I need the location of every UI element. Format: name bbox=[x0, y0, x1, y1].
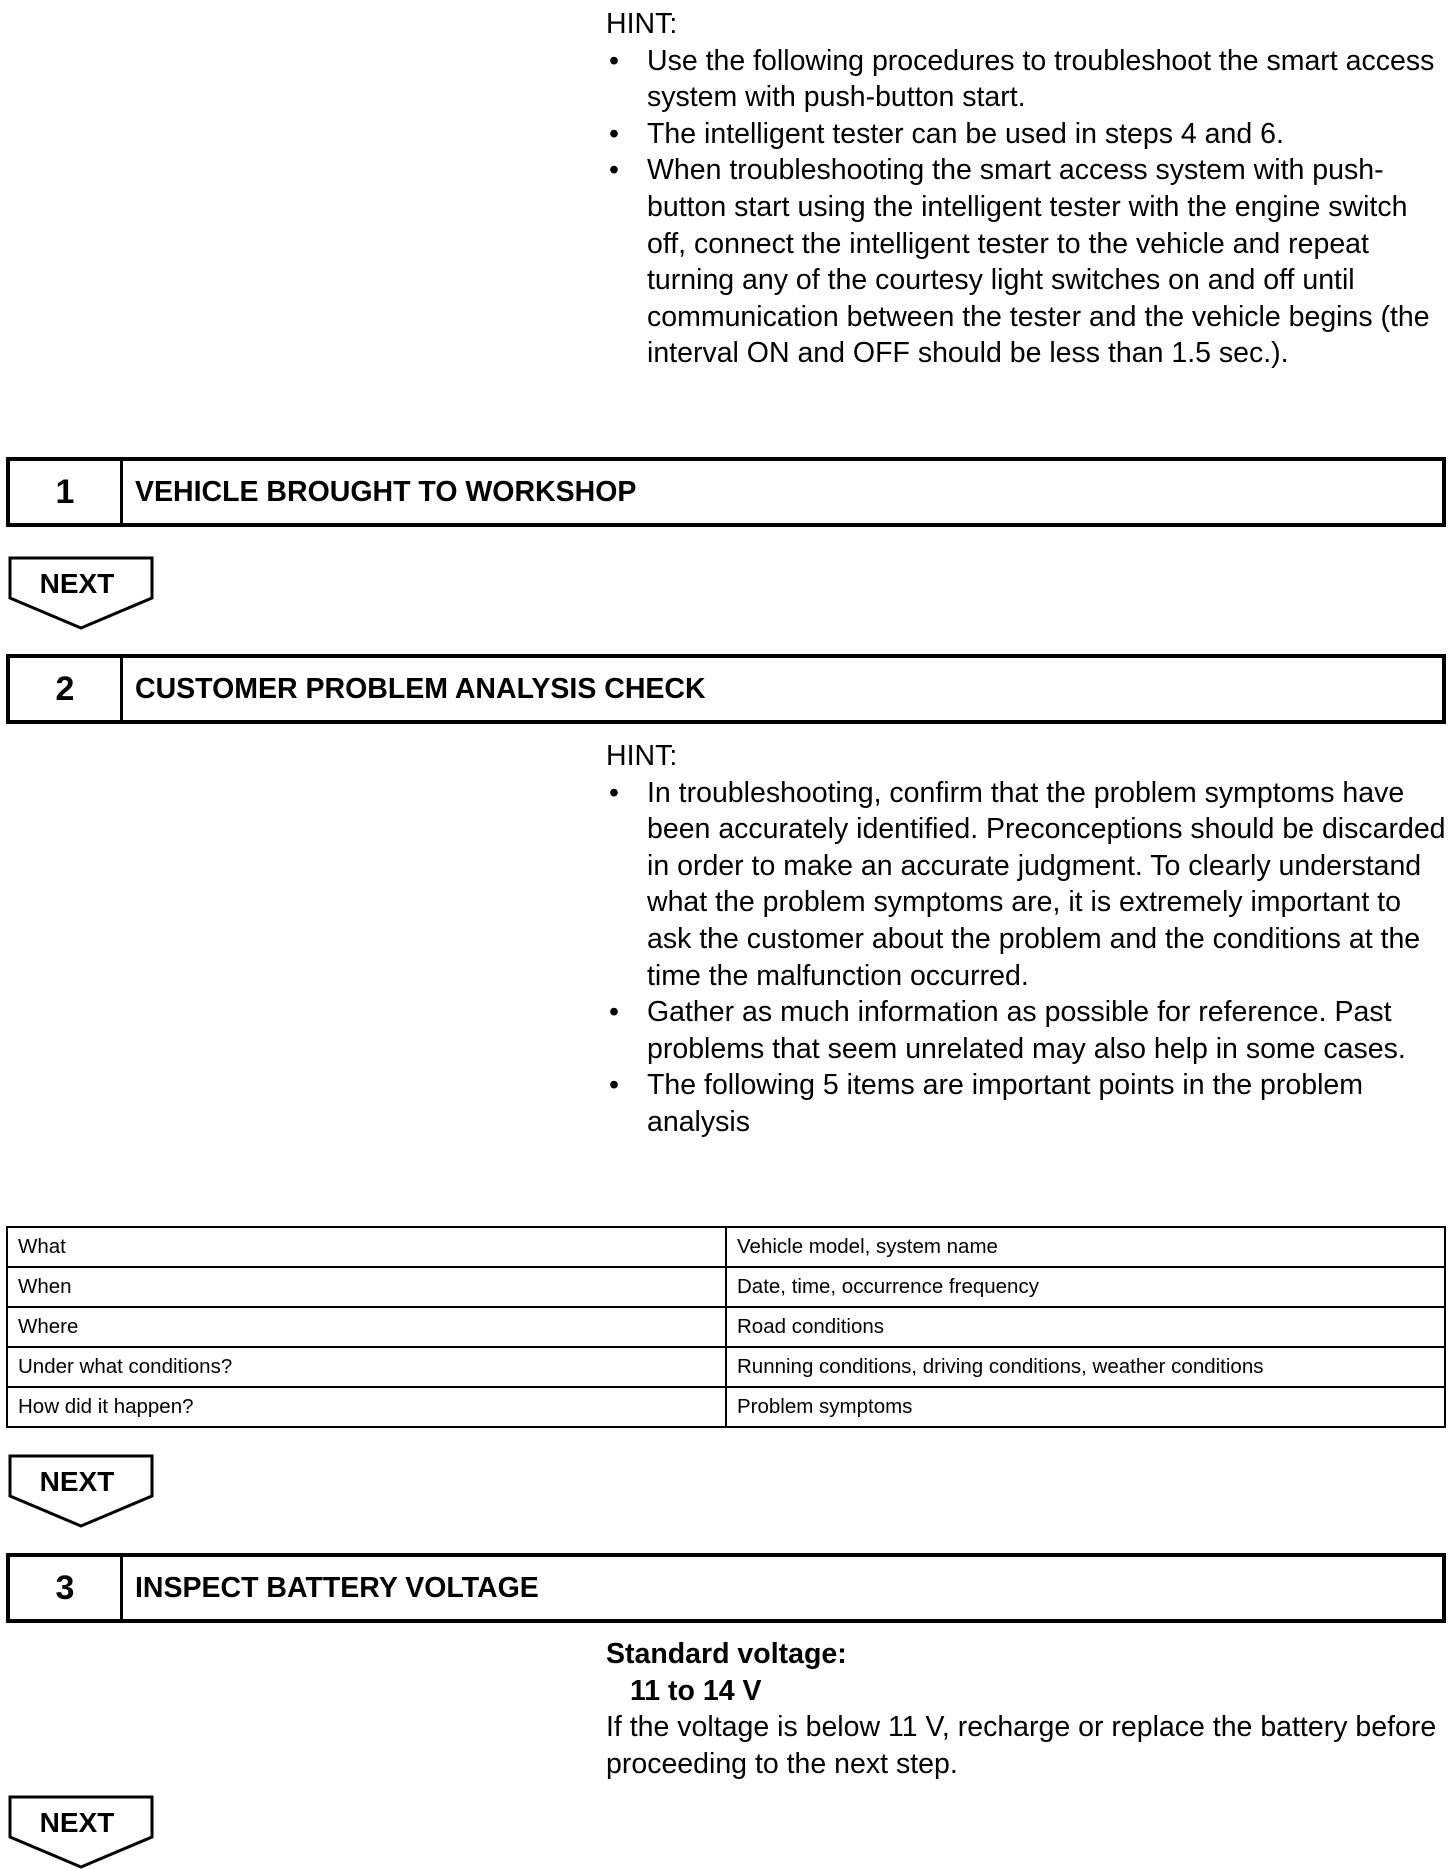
table-cell: Date, time, occurrence frequency bbox=[726, 1267, 1445, 1307]
intro-hint bbox=[606, 6, 1446, 372]
next-button[interactable] bbox=[8, 1795, 154, 1869]
spec-note: If the voltage is below 11 V, recharge or replace the battery before proceeding to the next step. bbox=[606, 1711, 1437, 1780]
hint-item: • Use the following procedures to troubleshoot the smart access system with push-button start. bbox=[606, 43, 1446, 116]
next-label: NEXT bbox=[39, 1807, 115, 1838]
hint-label: HINT: bbox=[606, 8, 678, 40]
step-3-header bbox=[6, 1553, 1446, 1623]
table-cell: Problem symptoms bbox=[726, 1387, 1445, 1427]
hint-item: • The intelligent tester can be used in steps 4 and 6. bbox=[606, 116, 1446, 153]
table-cell: What bbox=[7, 1227, 726, 1267]
table-cell: Vehicle model, system name bbox=[726, 1227, 1445, 1267]
table-cell: Under what conditions? bbox=[7, 1347, 726, 1387]
table-row bbox=[7, 1347, 1445, 1387]
table-row bbox=[7, 1267, 1445, 1307]
table-cell: When bbox=[7, 1267, 726, 1307]
next-button[interactable] bbox=[8, 1454, 154, 1528]
table-row bbox=[7, 1387, 1445, 1427]
spec-label: Standard voltage: bbox=[606, 1638, 847, 1670]
table-cell: Running conditions, driving conditions, weather conditions bbox=[726, 1347, 1445, 1387]
step-2-header bbox=[6, 654, 1446, 724]
problem-analysis-table bbox=[6, 1226, 1446, 1428]
next-button[interactable] bbox=[8, 556, 154, 630]
step-number: 2 bbox=[10, 658, 123, 720]
step-title: INSPECT BATTERY VOLTAGE bbox=[135, 1571, 539, 1604]
battery-voltage-spec bbox=[606, 1636, 1446, 1782]
step-title: VEHICLE BROUGHT TO WORKSHOP bbox=[135, 475, 637, 508]
table-cell: How did it happen? bbox=[7, 1387, 726, 1427]
hint-item: • In troubleshooting, confirm that the problem symptoms have been accurately identified. Preconceptions should be discarded in order to make an accurate judgment. To clearly understand what the problem symptoms are, it is extremely important to ask the customer about the problem and the conditions at the time the malfunction occurred. bbox=[606, 775, 1446, 995]
step-number: 3 bbox=[10, 1557, 123, 1619]
step2-hint bbox=[606, 738, 1446, 1141]
step-1-header bbox=[6, 457, 1446, 527]
step-title: CUSTOMER PROBLEM ANALYSIS CHECK bbox=[135, 672, 706, 705]
table-row bbox=[7, 1227, 1445, 1267]
step-number: 1 bbox=[10, 461, 123, 523]
next-label: NEXT bbox=[39, 568, 115, 599]
next-label: NEXT bbox=[39, 1466, 115, 1497]
spec-value: 11 to 14 V bbox=[630, 1674, 762, 1707]
hint-item: • The following 5 items are important points in the problem analysis bbox=[606, 1067, 1446, 1140]
table-row bbox=[7, 1307, 1445, 1347]
table-cell: Where bbox=[7, 1307, 726, 1347]
hint-item: • Gather as much information as possible for reference. Past problems that seem unrelated may also help in some cases. bbox=[606, 994, 1446, 1067]
hint-item: • When troubleshooting the smart access system with push-button start using the intelligent tester with the engine switch off, connect the intelligent tester to the vehicle and repeat turning any of the courtesy light switches on and off until communication between the tester and the vehicle begins (the interval ON and OFF should be less than 1.5 sec.). bbox=[606, 152, 1446, 372]
hint-label: HINT: bbox=[606, 740, 678, 772]
table-cell: Road conditions bbox=[726, 1307, 1445, 1347]
